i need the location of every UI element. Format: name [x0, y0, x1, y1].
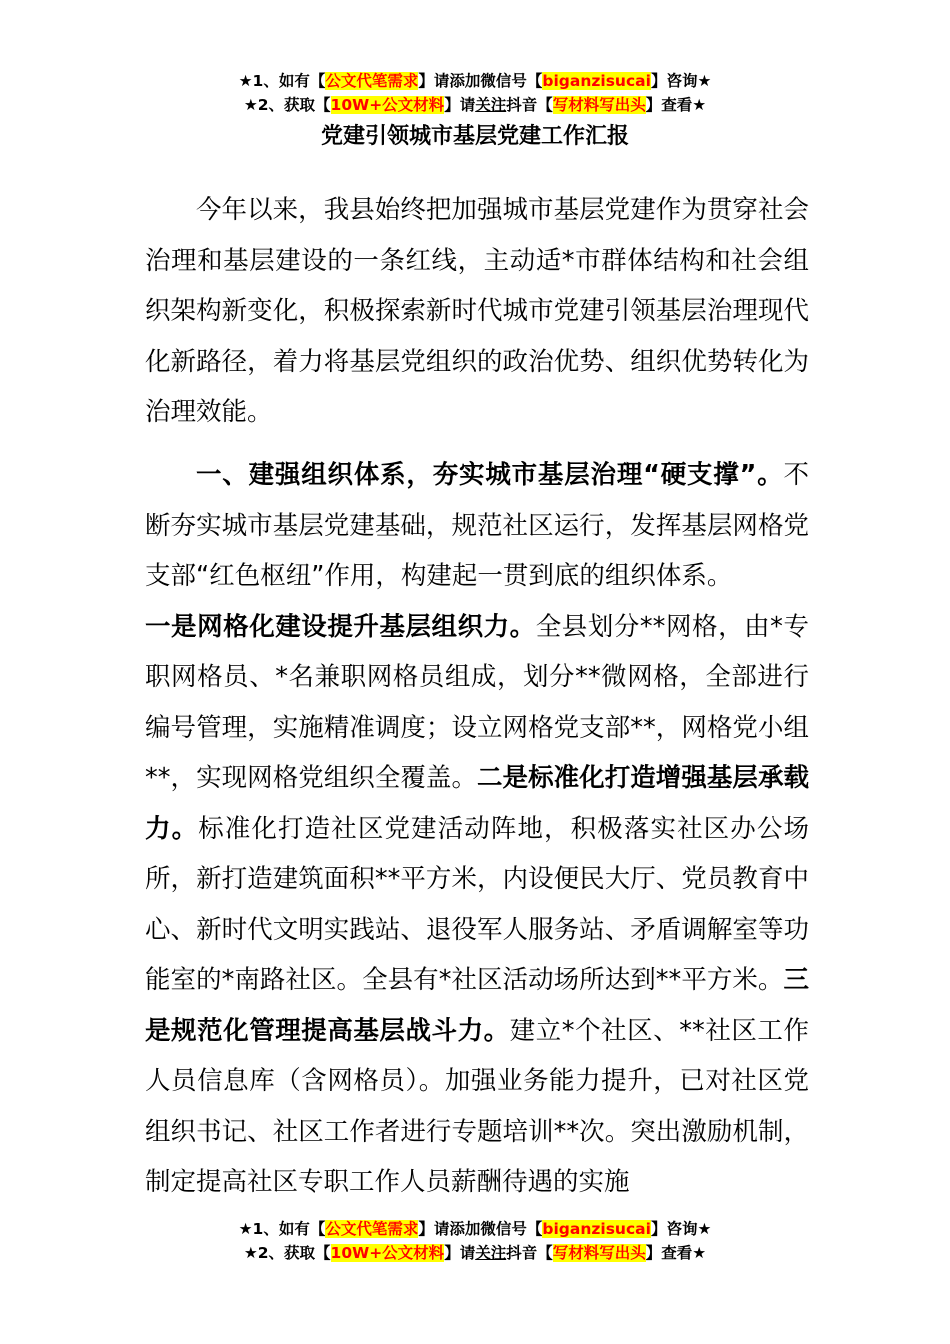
- promo-highlight: 10W+公文材料: [330, 96, 445, 114]
- promo-text: ★2、获取【: [243, 1244, 331, 1262]
- promo-text: 】咨询★: [650, 72, 712, 90]
- wechat-id-highlight: biganzisucai: [542, 1220, 651, 1238]
- promo-footer-line-1: [0, 1218, 950, 1240]
- promo-text: 】咨询★: [650, 1220, 712, 1238]
- promo-text: 】请添加微信号【: [418, 1220, 543, 1238]
- section-1-paragraph: [145, 450, 809, 1208]
- promo-text: ★1、如有【: [238, 1220, 326, 1238]
- promo-text: 抖音【: [506, 1244, 553, 1262]
- point-1-text: 全县划分**网格，由*专职网格员、*名兼职网格员组成，划分**微网格，全部进行编号管理，实施精准调度；设立网格党支部**，网格党小组**，实现网格党组织全覆盖。: [145, 611, 809, 793]
- promo-highlight: 10W+公文材料: [330, 1244, 445, 1262]
- promo-text: 】请: [444, 96, 476, 114]
- point-3-text: 建立*个社区、**社区工作人员信息库（含网格员）。加强业务能力提升，已对社区党组织书记、社区工作者进行专题培训**次。突出激励机制，制定提高社区专职工作人员薪酬待遇的实施: [145, 1015, 809, 1197]
- promo-highlight: 公文代笔需求: [325, 1220, 419, 1238]
- section-text: 不断夯实城市基层党建基础，规范社区运行，发挥基层网格党支部“红色枢纽”作用，构建起一贯到底的组织体系。: [145, 460, 809, 591]
- promo-footer-line-2: [0, 1242, 950, 1264]
- document-title: 党建引领城市基层党建工作汇报: [320, 124, 629, 149]
- section-heading: 一、建强组织体系，夯实城市基层治理“硬支撑”。: [196, 460, 784, 490]
- promo-underlined: 关注: [475, 1244, 507, 1262]
- wechat-id-highlight: biganzisucai: [542, 72, 651, 90]
- promo-highlight: 公文代笔需求: [325, 72, 419, 90]
- promo-text: 】请添加微信号【: [418, 72, 543, 90]
- promo-line-1: [0, 70, 950, 92]
- point-1-heading: 一是网格化建设提升基层组织力。: [145, 611, 536, 642]
- point-2-text: 标准化打造社区党建活动阵地，积极落实社区办公场所，新打造建筑面积**平方米，内设便民大厅、党员教育中心、新时代文明实践站、退役军人服务站、矛盾调解室等功能室的*南路社区。全县有*社区活动场所达到**平方米。: [145, 813, 809, 995]
- point-3-heading: 三是规范化管理提高基层战斗力。: [145, 965, 809, 1046]
- promo-text: ★1、如有【: [238, 72, 326, 90]
- point-2-heading: 二是标准化打造增强基层承载力。: [145, 763, 809, 844]
- promo-text: 】查看★: [645, 96, 707, 114]
- promo-text: 】查看★: [645, 1244, 707, 1262]
- promo-text: ★2、获取【: [243, 96, 331, 114]
- promo-highlight: 写材料写出头: [552, 1244, 646, 1262]
- intro-paragraph: 今年以来，我县始终把加强城市基层党建作为贯穿社会治理和基层建设的一条红线，主动适*市群体结构和社会组织架构新变化，积极探索新时代城市党建引领基层治理现代化新路径，着力将基层党组织的政治优势、组织优势转化为治理效能。: [145, 195, 809, 427]
- promo-highlight: 写材料写出头: [552, 96, 646, 114]
- promo-text: 抖音【: [506, 96, 553, 114]
- promo-line-2: [0, 94, 950, 116]
- promo-underlined: 关注: [475, 96, 507, 114]
- promo-text: 】请: [444, 1244, 476, 1262]
